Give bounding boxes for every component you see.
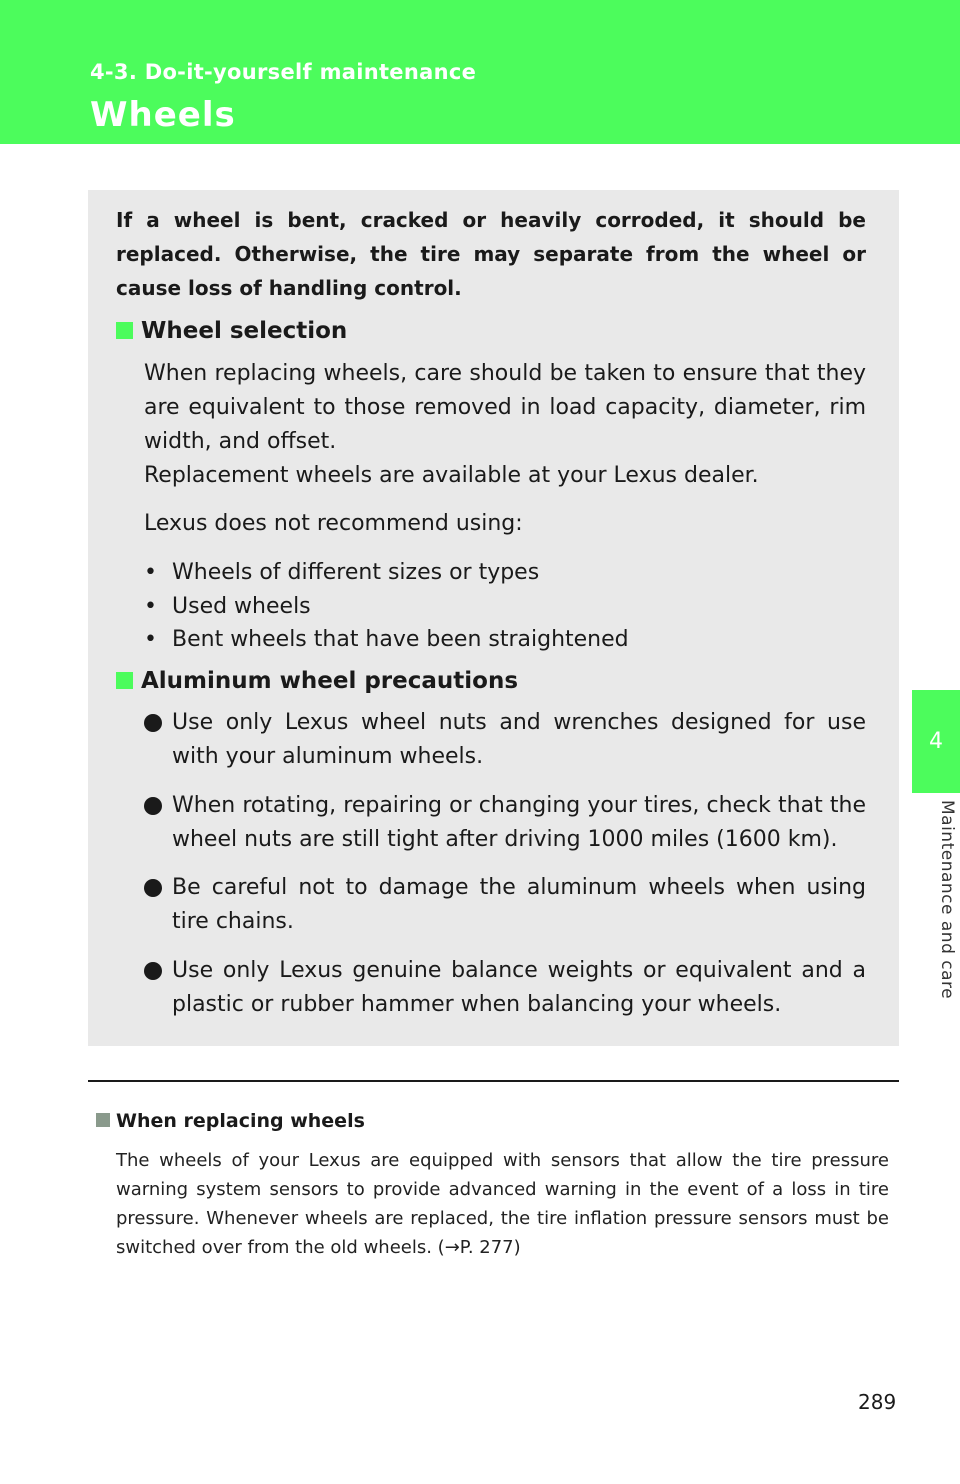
square-bullet-icon <box>116 322 133 339</box>
list-item: • Wheels of different sizes or types <box>144 560 540 585</box>
aluminum-heading: Aluminum wheel precautions <box>116 668 518 694</box>
page-title: Wheels <box>90 95 236 135</box>
note-heading: When replacing wheels <box>96 1110 365 1132</box>
list-item: • Bent wheels that have been straightened <box>144 627 629 652</box>
list-item: • Used wheels <box>144 594 311 619</box>
square-bullet-icon <box>116 672 133 689</box>
square-bullet-icon <box>96 1113 110 1127</box>
note-body: The wheels of your Lexus are equipped with sensors that allow the tire pressure warning system sensors to provide advanced warning in the event of a loss in tire pressure. Whenever wheels are replaced, the tire inflation pressure sensors must be switched over from the old wheels. (→P. 277) <box>116 1150 889 1258</box>
intro-text: If a wheel is bent, cracked or heavily corroded, it should be replaced. Otherwise, the tire may separate from the wheel or cause loss of handling control. <box>116 208 866 300</box>
page-number: 289 <box>858 1390 897 1414</box>
not-recommend-label: Lexus does not recommend using: <box>144 511 523 536</box>
chapter-tab <box>912 690 960 793</box>
precaution-item: When rotating, repairing or changing your tires, check that the wheel nuts are still tight after driving 1000 miles (1600 km). <box>144 789 866 857</box>
chapter-number: 4 <box>929 729 943 754</box>
precaution-item: Use only Lexus genuine balance weights or equivalent and a plastic or rubber hammer when balancing your wheels. <box>144 954 866 1022</box>
wheel-selection-body: When replacing wheels, care should be taken to ensure that they are equivalent to those removed in load capacity, diameter, rim width, and offset. <box>144 361 866 454</box>
circle-bullet-icon <box>144 797 162 815</box>
section-label: 4-3. Do-it-yourself maintenance <box>90 60 477 84</box>
chapter-label: Maintenance and care <box>937 800 957 1000</box>
wheel-selection-heading: Wheel selection <box>116 318 347 344</box>
precaution-item: Use only Lexus wheel nuts and wrenches designed for use with your aluminum wheels. <box>144 706 866 774</box>
wheel-availability: Replacement wheels are available at your Lexus dealer. <box>144 463 759 488</box>
header-band <box>0 0 960 144</box>
circle-bullet-icon <box>144 962 162 980</box>
precaution-item: Be careful not to damage the aluminum wheels when using tire chains. <box>144 871 866 939</box>
circle-bullet-icon <box>144 879 162 897</box>
circle-bullet-icon <box>144 714 162 732</box>
divider <box>88 1080 899 1082</box>
